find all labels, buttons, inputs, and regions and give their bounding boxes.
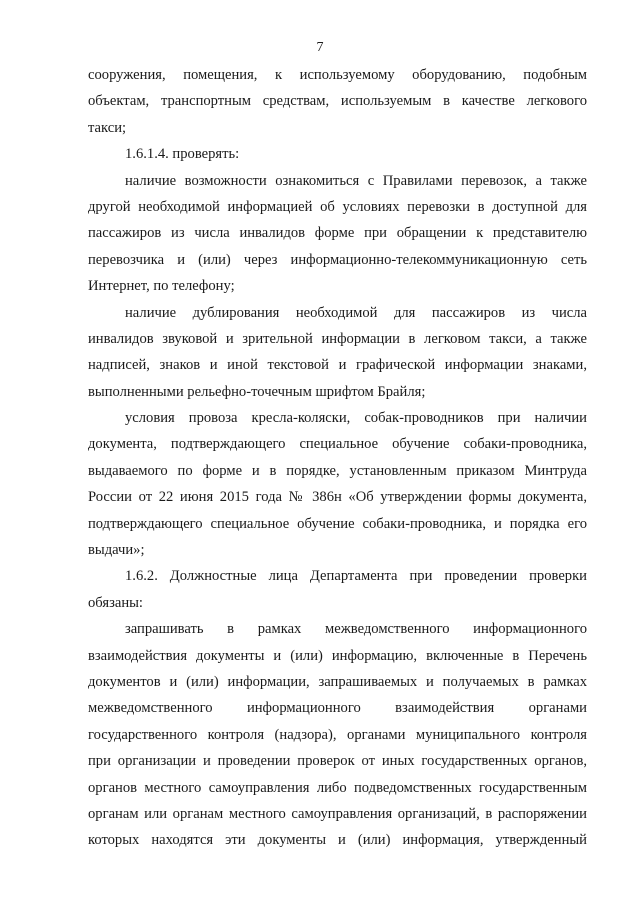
text-line: выдачи»; bbox=[88, 542, 145, 559]
text-line: подтверждающего специальное обучение собаки-проводника, и порядка его bbox=[88, 515, 587, 532]
text-line: документа, подтверждающего специальное обучение собаки-проводника, bbox=[88, 436, 587, 453]
text-line: документов и (или) информации, запрашиваемых и получаемых в рамках bbox=[88, 673, 587, 690]
text-line: сооружения, помещения, к используемому оборудованию, подобным bbox=[88, 67, 587, 83]
text-line: запрашивать в рамках межведомственного информационного bbox=[125, 621, 587, 638]
text-line: России от 22 июня 2015 года № 386н «Об утверждении формы документа, bbox=[88, 489, 587, 506]
text-line: выдаваемого по форме и в порядке, установленным приказом Минтруда bbox=[88, 462, 587, 479]
text-line: государственного контроля (надзора), органами муниципального контроля bbox=[88, 726, 587, 743]
text-line: инвалидов звуковой и зрительной информации в легковом такси, а также bbox=[88, 330, 587, 347]
text-line: наличие дублирования необходимой для пассажиров из числа bbox=[125, 304, 587, 321]
text-line: надписей, знаков и иной текстовой и графической информации знаками, bbox=[88, 357, 587, 374]
document-body bbox=[88, 62, 587, 854]
text-line: другой необходимой информацией об условиях перевозки в доступной для bbox=[88, 198, 587, 215]
text-line: при организации и проведении проверок от иных государственных органов, bbox=[88, 753, 587, 770]
text-line: перевозчика и (или) через информационно-телекоммуникационную сеть bbox=[88, 251, 587, 268]
text-line: выполненными рельефно-точечным шрифтом Брайля; bbox=[88, 383, 426, 400]
text-line: межведомственного информационного взаимодействия органами bbox=[88, 700, 587, 717]
text-line: 1.6.1.4. проверять: bbox=[125, 146, 240, 163]
page-number: 7 bbox=[316, 40, 324, 55]
text-line: взаимодействия документы и (или) информацию, включенные в Перечень bbox=[88, 647, 587, 664]
text-line: органов местного самоуправления либо подведомственных государственным bbox=[88, 779, 587, 796]
text-line: обязаны: bbox=[88, 594, 143, 611]
text-line: пассажиров из числа инвалидов форме при обращении к представителю bbox=[88, 225, 587, 242]
text-line: органам или органам местного самоуправления организаций, в распоряжении bbox=[88, 805, 587, 822]
text-line: 1.6.2. Должностные лица Департамента при проведении проверки bbox=[125, 568, 587, 585]
text-line: объектам, транспортным средствам, используемым в качестве легкового bbox=[88, 93, 587, 110]
text-line: такси; bbox=[88, 119, 127, 136]
text-line: условия провоза кресла-коляски, собак-проводников при наличии bbox=[125, 410, 587, 427]
text-line: которых находятся эти документы и (или) информация, утвержденный bbox=[88, 832, 587, 849]
text-line: Интернет, по телефону; bbox=[88, 278, 235, 295]
text-line: наличие возможности ознакомиться с Правилами перевозок, а также bbox=[125, 172, 587, 189]
